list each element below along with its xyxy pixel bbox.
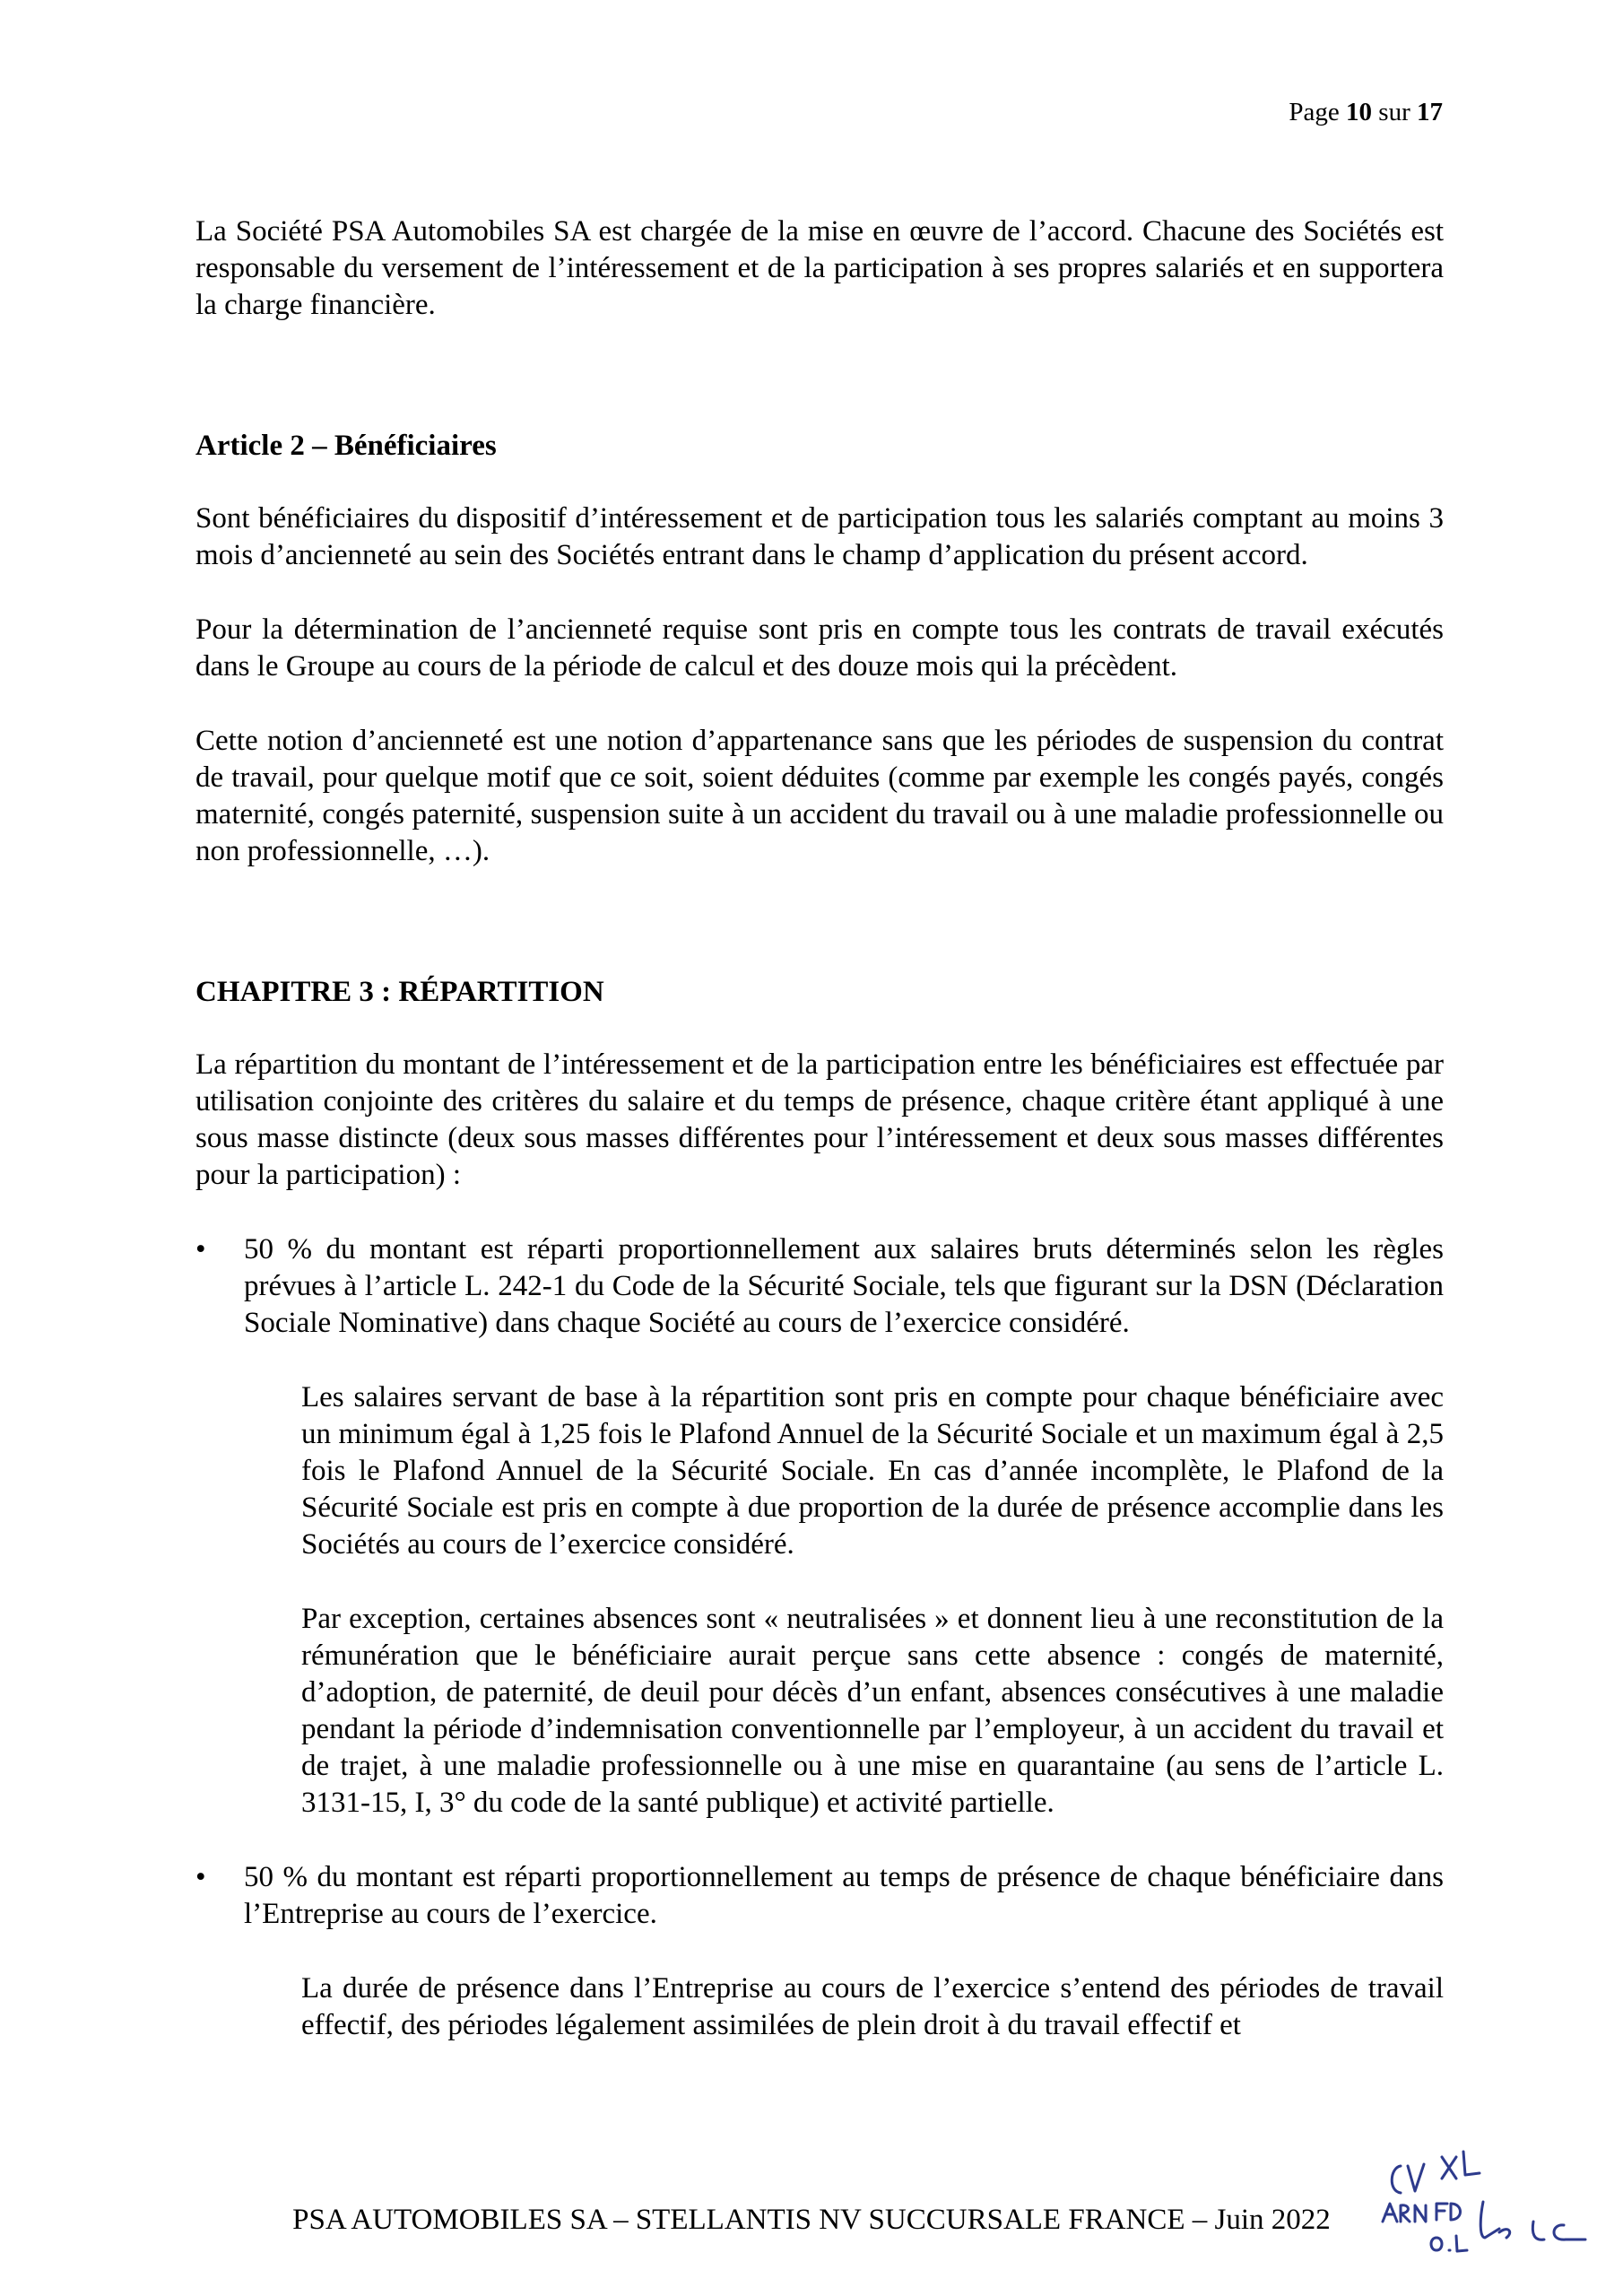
bullet-marker: • xyxy=(195,1861,206,1893)
intro-paragraph: La Société PSA Automobiles SA est chargée de la mise en œuvre de l’accord. Chacune des Sociétés est responsable du versement de l’intéressement et de la participation à ses propres salariés et en supportera la charge financière. xyxy=(195,215,1444,321)
page-current: 10 xyxy=(1346,98,1373,126)
bullet-1-text: 50 % du montant est réparti proportionnellement aux salaires bruts déterminés selon les règles prévues à l’article L. 242-1 du Code de la Sécurité Sociale, tels que figurant sur la DSN (Déclaration Sociale Nominative) dans chaque Société au cours de l’exercice considéré. xyxy=(244,1233,1444,1339)
bullet-1-sub-paragraph-2: Par exception, certaines absences sont « neutralisées » et donnent lieu à une reconstitution de la rémunération que le bénéficiaire aurait perçue sans cette absence : congés de maternité, d’adoption, de paternité, de deuil pour décès d’un enfant, absences consécutives à une maladie pendant la période d’indemnisation conventionnelle par l’employeur, à un accident du travail et de trajet, à une maladie professionnelle ou à une mise en quarantaine (au sens de l’article L. 3131-15, I, 3° du code de la santé publique) et activité partielle. xyxy=(301,1603,1444,1819)
bullet-marker: • xyxy=(195,1233,206,1265)
page-separator: sur xyxy=(1378,98,1410,126)
page-prefix: Page xyxy=(1289,98,1340,126)
article-2-paragraph-3: Cette notion d’ancienneté est une notion d’appartenance sans que les périodes de suspension du contrat de travail, pour quelque motif que ce soit, soient déduites (comme par exemple les congés payés, congés maternité, congés paternité, suspension suite à un accident du travail ou à une maladie professionnelle ou non professionnelle, …). xyxy=(195,725,1444,867)
page-total: 17 xyxy=(1417,98,1443,126)
article-2-heading: Article 2 – Bénéficiaires xyxy=(195,430,497,462)
list-item xyxy=(195,1231,1444,1822)
bullet-2-text: 50 % du montant est réparti proportionnellement au temps de présence de chaque bénéficiaire dans l’Entreprise au cours de l’exercice. xyxy=(244,1861,1444,1930)
distribution-list xyxy=(195,1231,1444,2044)
chapter-3-intro: La répartition du montant de l’intéressement et de la participation entre les bénéficiaires est effectuée par utilisation conjointe des critères du salaire et du temps de présence, chaque critère étant appliqué à une sous masse distincte (deux sous masses différentes pour l’intéressement et deux sous masses différentes pour la participation) : xyxy=(195,1048,1444,1191)
bullet-2-sub-paragraph-1: La durée de présence dans l’Entreprise au cours de l’exercice s’entend des périodes de travail effectif, des périodes légalement assimilées de plein droit à du travail effectif et xyxy=(301,1972,1444,2041)
article-2-paragraph-1: Sont bénéficiaires du dispositif d’intéressement et de participation tous les salariés comptant au moins 3 mois d’ancienneté au sein des Sociétés entrant dans le champ d’application du présent accord. xyxy=(195,502,1444,571)
footer-text: PSA AUTOMOBILES SA – STELLANTIS NV SUCCURSALE FRANCE – Juin 2022 xyxy=(292,2204,1331,2236)
page-number xyxy=(1289,97,1443,127)
handwritten-initials xyxy=(1374,2139,1607,2274)
list-item xyxy=(195,1859,1444,2044)
document-body xyxy=(195,213,1444,2082)
chapter-3-heading: CHAPITRE 3 : RÉPARTITION xyxy=(195,976,604,1008)
article-2-paragraph-2: Pour la détermination de l’ancienneté requise sont pris en compte tous les contrats de travail exécutés dans le Groupe au cours de la période de calcul et des douze mois qui la précèdent. xyxy=(195,613,1444,683)
bullet-1-sub-paragraph-1: Les salaires servant de base à la répartition sont pris en compte pour chaque bénéficiaire avec un minimum égal à 1,25 fois le Plafond Annuel de la Sécurité Sociale et un maximum égal à 2,5 fois le Plafond Annuel de la Sécurité Sociale. En cas d’année incomplète, le Plafond de la Sécurité Sociale est pris en compte à due proportion de la durée de présence accomplie dans les Sociétés au cours de l’exercice considéré. xyxy=(301,1381,1444,1561)
